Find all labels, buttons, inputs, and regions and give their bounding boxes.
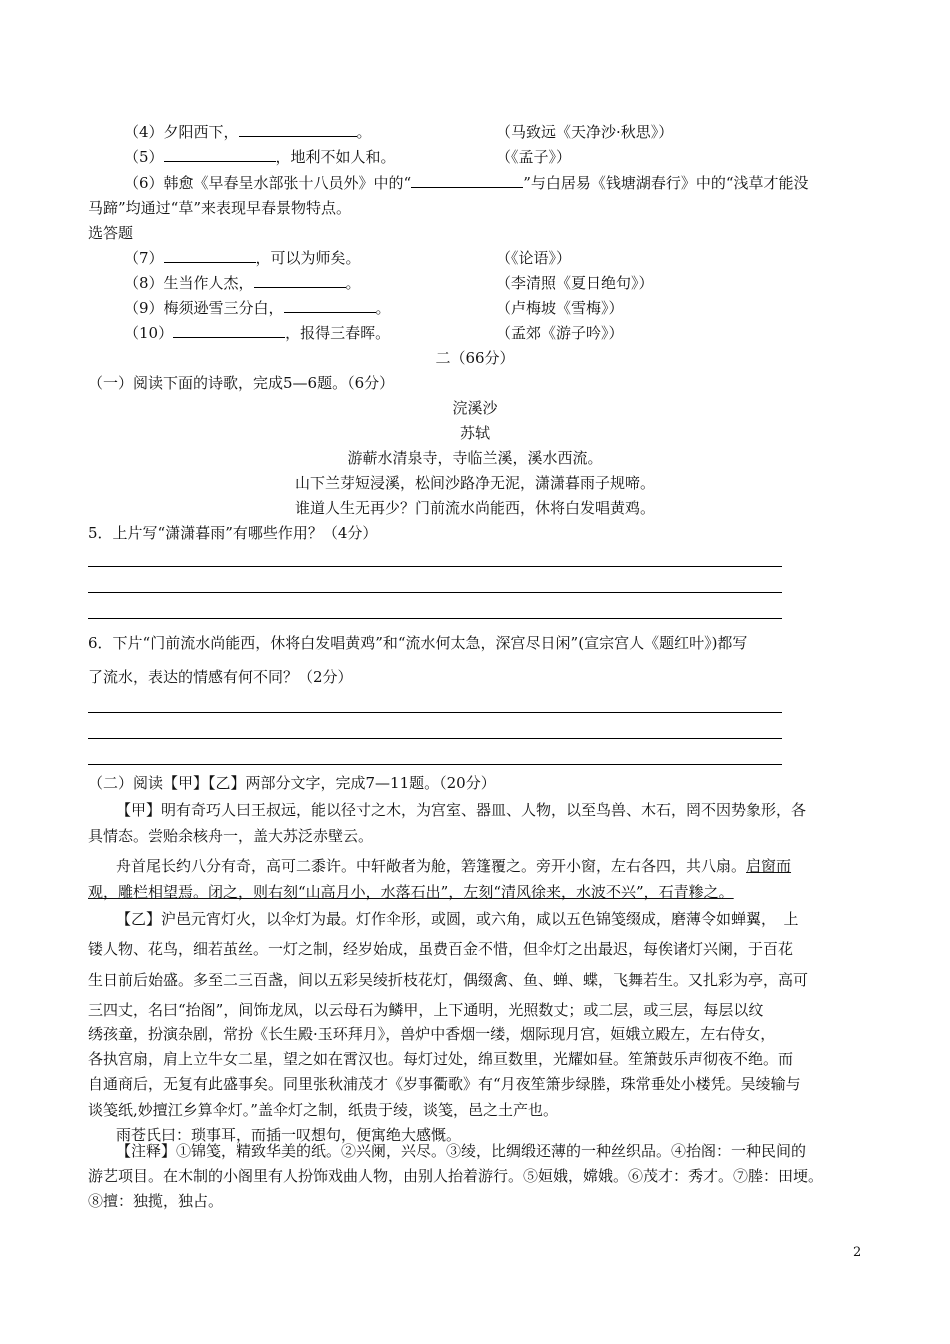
page-number: 2: [853, 1245, 862, 1260]
question-6-line2: 了流水，表达的情感有何不同？（2分）: [88, 668, 353, 686]
fill-source-7: （《论语》）: [496, 249, 572, 267]
fill-source-5: （《孟子》）: [496, 148, 572, 166]
answer-blank[interactable]: [284, 298, 376, 313]
section-title: 二（66分）: [435, 349, 515, 367]
fill-source-10: （孟郊《游子吟》）: [496, 324, 624, 342]
answer-blank[interactable]: [239, 122, 357, 137]
passage-yi: 【乙】沪邑元宵灯火，以伞灯为最。灯作伞形，或圆，或六角，咸以五色锦笺缀成，磨薄令如蝉翼， 上 镂人物、花鸟，细若茧丝。一灯之制，经岁始成，虽费百金不惜，但伞灯之出最迟，每俟诸灯兴阑，于百花 生日前后始盛。多至二三百盏，间以五彩吴绫折枝花灯，偶缀禽、鱼、蝉、蝶，飞舞若生。又扎彩为亭，高可 三四丈，名曰“抬阁”，间饰龙凤，以云母石为鳞甲，上下通明，光照数丈；或二层，或三层，每层以纹: [88, 910, 809, 1019]
answer-line[interactable]: [88, 592, 782, 593]
fill-source-4: （马致远《天净沙·秋思》）: [496, 123, 674, 141]
fill-item-6-line1: （6）韩愈《早春呈水部张十八员外》中的“ ”与白居易《钱塘湖春行》中的“浅草才能没: [124, 174, 809, 192]
poem-title: 浣溪沙: [452, 399, 498, 417]
answer-blank[interactable]: [411, 173, 523, 188]
answer-line[interactable]: [88, 764, 782, 765]
answer-blank[interactable]: [173, 323, 285, 338]
fill-source-8: （李清照《夏日绝句》）: [496, 274, 654, 292]
passage-jia-paragraph-1: 【甲】明有奇巧人曰王叔远，能以径寸之木，为宫室、器皿、人物，以至鸟兽、木石，罔不因势象形，各 具情态。尝贻余核舟一，盖大苏泛赤壁云。: [88, 801, 807, 845]
annotations: 【注释】①锦笺，精致华美的纸。②兴阑，兴尽。③绫，比绸缎还薄的一种丝织品。④抬阁：一种民间的 游艺项目。在木制的小阁里有人扮饰戏曲人物，由别人抬着游行。⑤姮娥，嫦娥。⑥茂才：秀才。⑦塍：田埂。 ⑧擅：独揽，独占。: [88, 1142, 824, 1210]
fill-item-10: （10） ，报得三春晖。: [124, 324, 391, 342]
underlined-sentence: 观，雕栏相望焉。闭之，则右刻“山高月小，水落石出”，左刻“清风徐来，水波不兴”，石青糁之。: [88, 883, 734, 901]
poem-author: 苏轼: [459, 424, 490, 442]
fill-item-9: （9）梅须逊雪三分白， 。: [124, 299, 391, 317]
fill-item-7: （7） ，可以为师矣。: [124, 249, 361, 267]
fill-item-4: （4）夕阳西下， 。: [124, 123, 372, 141]
poem-intro: （一）阅读下面的诗歌，完成5—6题。（6分）: [88, 374, 395, 392]
answer-line[interactable]: [88, 712, 782, 713]
passage-jia-paragraph-2: 舟首尾长约八分有奇，高可二黍许。中轩敞者为舱，箬篷覆之。旁开小窗，左右各四，共八扇。启窗而 观，雕栏相望焉。闭之，则右刻“山高月小，水落石出”，左刻“清风徐来，水波不兴”，石青糁之。: [88, 853, 878, 905]
answer-blank[interactable]: [164, 147, 276, 162]
passage-yi-continued: 绣孩童，扮演杂剧，常扮《长生殿·玉环拜月》，兽炉中香烟一缕，烟际现月宫，姮娥立殿左，左右侍女， 各执宫扇，肩上立牛女二星，望之如在霄汉也。每灯过处，绵亘数里，光耀如昼。笙箫鼓乐声彻夜不绝。而 自通商后，无复有此盛事矣。同里张秋浦茂才《岁事衢歌》有“月夜笙箫步绿塍，珠常垂处小楼凭。吴绫输与 谈笺纸,妙擅江乡算伞灯。”盖伞灯之制，纸贵于绫，谈笺，邑之土产也。 雨苍氏曰：琐事耳，而插一叹想句，便寓绝大感慨。: [88, 1025, 801, 1144]
fill-source-9: （卢梅坡《雪梅》）: [496, 299, 624, 317]
question-6-line1: 6．下片“门前流水尚能西，休将白发唱黄鸡”和“流水何太急，深宫尽日闲”(宣宗宫人《题红叶》)都写: [88, 634, 748, 652]
fill-item-5: （5） ，地利不如人和。: [124, 148, 396, 166]
underlined-sentence: 启窗而: [746, 857, 792, 875]
question-5: 5．上片写“潇潇暮雨”有哪些作用？（4分）: [88, 524, 378, 542]
answer-blank[interactable]: [254, 273, 346, 288]
answer-line[interactable]: [88, 566, 782, 567]
poem-preface: 游蕲水清泉寺，寺临兰溪，溪水西流。: [347, 449, 603, 467]
prose-intro: （二）阅读【甲】【乙】两部分文字，完成7—11题。（20分）: [88, 774, 496, 792]
poem-line: 山下兰芽短浸溪，松间沙路净无泥，潇潇暮雨子规啼。: [294, 474, 655, 492]
answer-line[interactable]: [88, 618, 782, 619]
fill-item-8: （8）生当作人杰， 。: [124, 274, 361, 292]
answer-blank[interactable]: [164, 248, 256, 263]
poem-line: 谁道人生无再少？门前流水尚能西，休将白发唱黄鸡。: [294, 499, 655, 517]
fill-item-6-line2: 马蹄”均通过“草”来表现早春景物特点。: [88, 199, 352, 217]
optional-label: 选答题: [88, 224, 134, 242]
answer-line[interactable]: [88, 738, 782, 739]
